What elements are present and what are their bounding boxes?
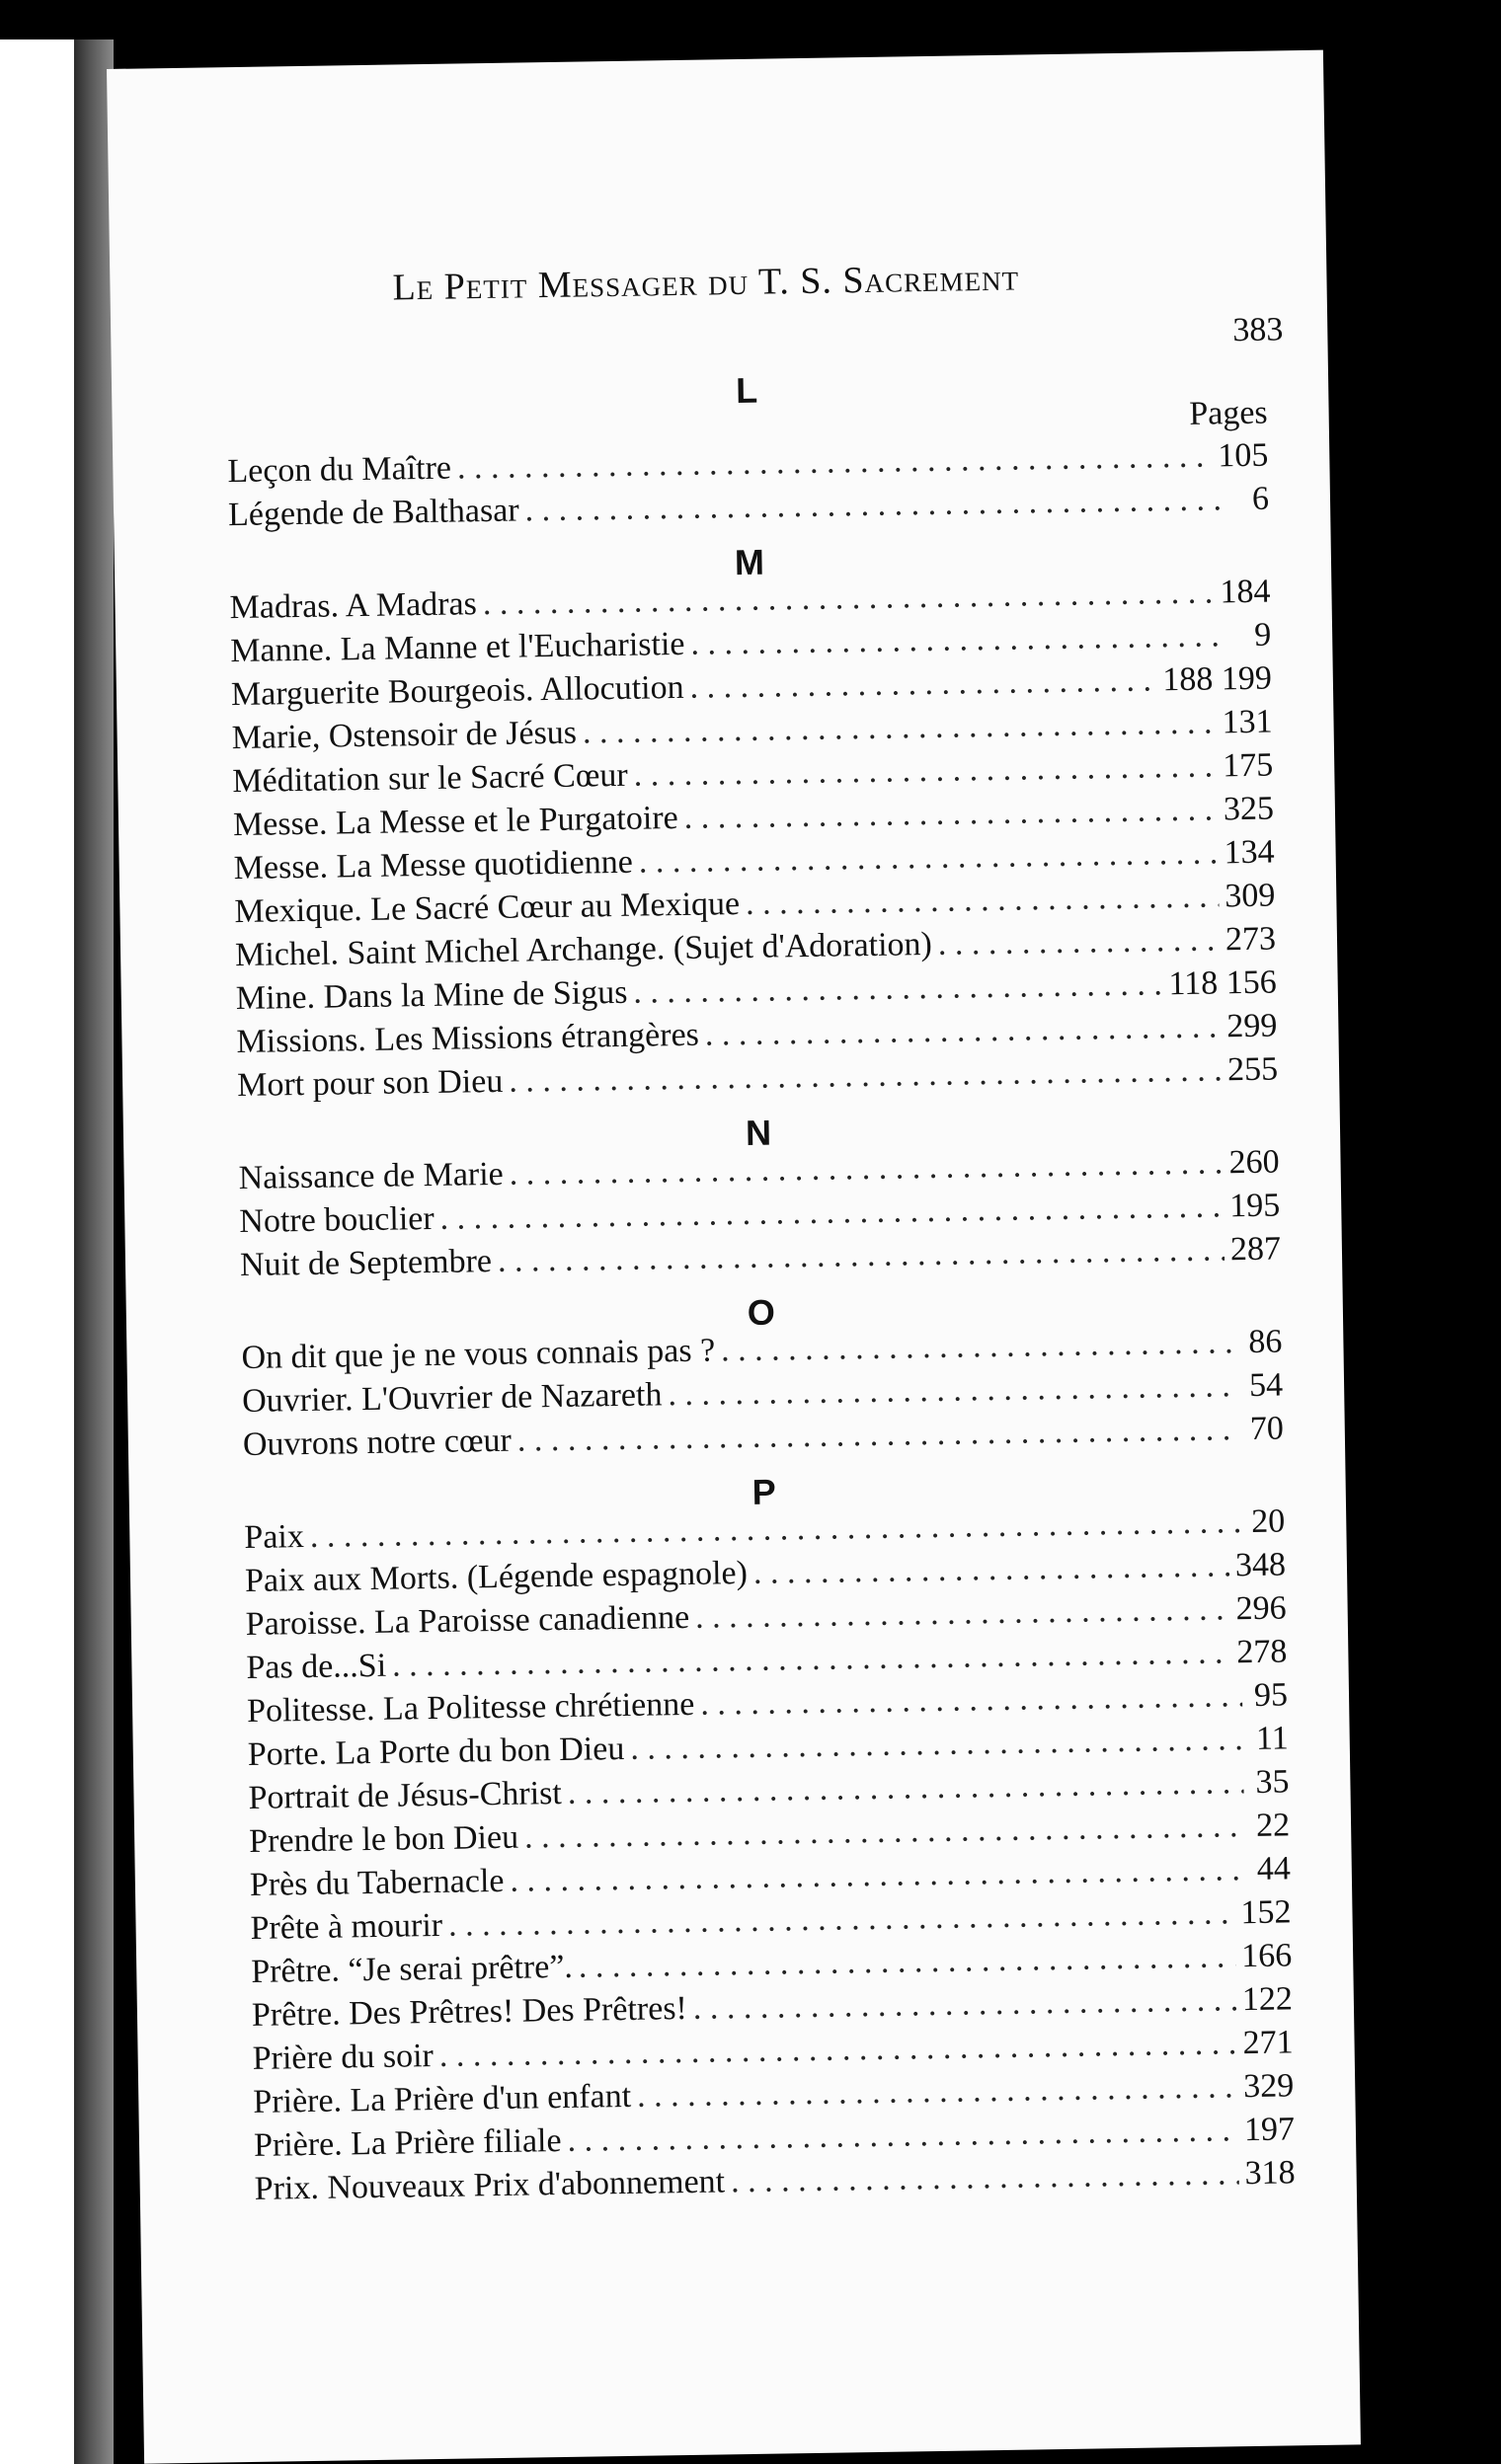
entry-pages: 122 [1241,1980,1294,2019]
entry-pages: 273 [1224,920,1277,959]
entry-title: Paroisse. La Paroisse canadienne [245,1598,690,1643]
entry-title: Paix [244,1518,305,1556]
entry-title: Prêtre. Des Prêtres! Des Prêtres! [251,1990,688,2034]
section-letter: N [745,1112,772,1153]
dot-leader [746,875,1220,926]
entry-title: Portrait de Jésus-Christ [248,1774,563,1816]
entry-pages: 325 [1223,790,1275,828]
entry-pages: 271 [1242,2024,1294,2062]
entry-title: Nuit de Septembre [239,1243,493,1284]
entry-pages: 175 [1222,746,1274,785]
entry-title: Mort pour son Dieu [236,1062,504,1105]
entry-title: Ouvrons notre cœur [242,1422,513,1464]
entry-title: Méditation sur le Sacré Cœur [232,756,628,801]
dot-leader [753,1544,1230,1595]
entry-title: Manne. La Manne et l'Eucharistie [229,625,685,670]
entry-title: Messe. La Messe quotidienne [233,843,634,887]
entry-title: Prière du soir [252,2038,434,2077]
entry-title: Porte. La Porte du bon Dieu [247,1730,625,1773]
entry-pages: 184 [1220,573,1271,611]
entry-pages: 195 [1228,1187,1281,1225]
entry-pages: 22 [1255,1807,1291,1844]
entry-pages: 166 [1240,1937,1293,1975]
entry-title: Michel. Saint Michel Archange. (Sujet d'Adoration) [234,925,933,974]
running-head [392,257,1019,310]
pages-column-label: Pages [1189,394,1268,432]
entry-pages: 95 [1253,1676,1289,1714]
entry-title: Ouvrier. L'Ouvrier de Nazareth [241,1376,663,1421]
entry-title: Leçon du Maître [227,449,452,491]
entry-title: Légende de Balthasar [227,492,519,534]
dot-leader [731,2152,1239,2203]
entry-pages: 197 [1243,2111,1296,2149]
entry-pages: 318 [1244,2154,1296,2193]
entry-pages: 134 [1224,833,1275,872]
entry-pages: 348 [1234,1546,1287,1584]
entry-title: Marguerite Bourgeois. Allocution [230,668,684,714]
entry-title: Pas de...Si [246,1647,387,1686]
entry-pages: 309 [1224,877,1276,915]
dot-leader [938,918,1221,965]
entry-pages: 299 [1226,1007,1278,1045]
entry-pages: 287 [1229,1230,1282,1269]
entry-title: Madras. A Madras [229,585,478,627]
entry-pages: 20 [1250,1502,1286,1540]
entry-pages: 6 [1251,480,1270,517]
entry-pages: 44 [1256,1850,1292,1887]
entry-title: Mexique. Le Sacré Cœur au Mexique [234,886,741,931]
entry-title: Paix aux Morts. (Légende espagnole) [244,1554,749,1599]
running-head-text: Le Petit Messager du T. S. Sacrement [392,257,1020,309]
entry-pages: 70 [1249,1410,1285,1447]
entry-pages: 296 [1235,1589,1287,1628]
entry-title: Naissance de Marie [238,1155,505,1197]
entry-title: Prière. La Prière d'un enfant [253,2077,632,2120]
entry-title: Prêtre. “Je serai prêtre”. [251,1948,574,1990]
section-letter: M [734,541,765,583]
entry-pages: 152 [1240,1893,1292,1932]
section-letter: O [747,1291,776,1333]
entry-title: Messe. La Messe et le Purgatoire [232,800,678,844]
entry-title: Prix. Nouveaux Prix d'abonnement [254,2163,726,2207]
entry-title: Mine. Dans la Mine de Sigus [235,973,628,1018]
entry-title: Près du Tabernacle [249,1862,505,1903]
adjacent-page-edge [0,39,74,2464]
entry-pages: 131 [1222,703,1273,741]
entry-pages: 118 156 [1168,963,1277,1003]
entry-pages: 35 [1255,1763,1290,1801]
entry-title: Missions. Les Missions étrangères [236,1016,700,1061]
entry-pages: 188 199 [1162,659,1273,699]
entry-pages: 86 [1248,1323,1283,1360]
entry-title: Notre bouclier [239,1199,434,1241]
index-page [107,50,1361,2464]
index-list [226,359,1296,2221]
section-letter: P [751,1471,777,1512]
section-letter: L [735,369,758,412]
entry-title: Politesse. La Politesse chrétienne [246,1685,695,1730]
entry-pages: 255 [1226,1050,1279,1089]
entry-pages: 260 [1228,1143,1280,1182]
entry-pages: 105 [1218,436,1269,475]
entry-pages: 329 [1242,2067,1295,2106]
entry-pages: 11 [1255,1720,1289,1757]
entry-title: Prière. La Prière filiale [253,2122,562,2164]
dot-leader [689,658,1156,709]
page-number: 383 [1232,311,1284,349]
entry-pages: 54 [1248,1366,1284,1404]
entry-title: Prête à mourir [250,1906,443,1947]
entry-title: On dit que je ne vous connais pas ? [241,1332,716,1377]
entry-title: Marie, Ostensoir de Jésus [231,714,578,757]
entry-pages: 278 [1236,1633,1288,1671]
book-binding [74,39,114,2464]
entry-pages: 9 [1253,616,1272,654]
entry-title: Prendre le bon Dieu [248,1818,519,1860]
